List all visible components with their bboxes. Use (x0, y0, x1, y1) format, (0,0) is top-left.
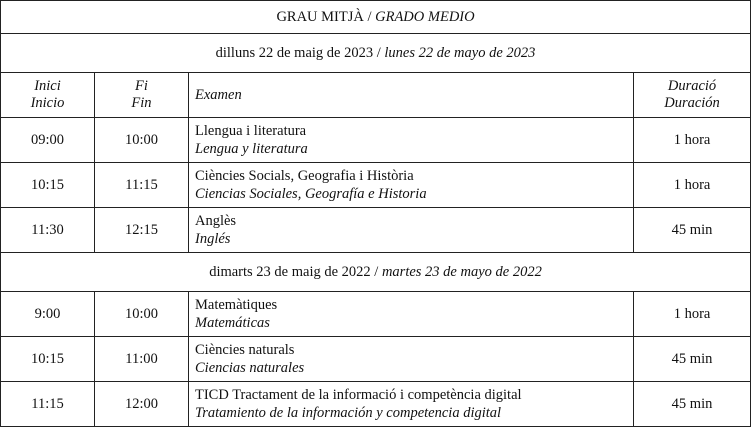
title-catalan: GRAU MITJÀ (276, 8, 364, 25)
duration: 45 min (634, 208, 751, 253)
date-spanish: martes 23 de mayo de 2022 (381, 263, 542, 280)
start-time: 09:00 (1, 118, 95, 163)
header-start-ca: Inici (34, 78, 61, 94)
end-time: 12:15 (95, 208, 189, 253)
start-time: 11:15 (1, 382, 95, 427)
end-time: 11:00 (95, 337, 189, 382)
duration: 1 hora (634, 292, 751, 337)
end-time: 10:00 (95, 292, 189, 337)
exam-name-ca: Ciències Socials, Geografia i Història (195, 168, 414, 184)
exam-name-es: Tratamiento de la información y competencia digital (195, 405, 502, 421)
date-spanish: lunes 22 de mayo de 2023 (384, 44, 536, 61)
end-time: 11:15 (95, 163, 189, 208)
exam-name (189, 382, 634, 427)
start-time: 10:15 (1, 337, 95, 382)
exam-name (189, 208, 634, 253)
table-row (1, 292, 751, 337)
header-end-es: Fin (131, 95, 152, 111)
table-row (1, 118, 751, 163)
end-time: 12:00 (95, 382, 189, 427)
exam-name-es: Inglés (195, 231, 231, 247)
duration: 1 hora (634, 163, 751, 208)
date-catalan: dimarts 23 de maig de 2022 (209, 263, 371, 280)
exam-name-es: Matemáticas (195, 315, 270, 331)
header-start-es: Inicio (30, 95, 65, 111)
table-row (1, 382, 751, 427)
header-end-ca: Fi (135, 78, 148, 94)
header-exam: Examen (189, 73, 634, 118)
exam-name (189, 163, 634, 208)
table-row (1, 163, 751, 208)
exam-name (189, 118, 634, 163)
exam-name-ca: Anglès (195, 213, 237, 229)
duration: 45 min (634, 337, 751, 382)
day-date: dimarts 23 de maig de 2022 / martes 23 de mayo de 2022 (1, 253, 751, 292)
exam-name-es: Lengua y literatura (195, 141, 308, 157)
end-time: 10:00 (95, 118, 189, 163)
table-row (1, 337, 751, 382)
exam-name-es: Ciencias Sociales, Geografía e Historia (195, 186, 427, 202)
header-duration-ca: Duració (667, 78, 717, 94)
title-row (1, 1, 751, 34)
header-start (1, 73, 95, 118)
start-time: 11:30 (1, 208, 95, 253)
table-row (1, 208, 751, 253)
exam-name (189, 337, 634, 382)
exam-name (189, 292, 634, 337)
day-header-row (1, 34, 751, 73)
day-date: dilluns 22 de maig de 2023 / lunes 22 de mayo de 2023 (1, 34, 751, 73)
exam-name-ca: Ciències naturals (195, 342, 295, 358)
exam-name-ca: Matemàtiques (195, 297, 278, 313)
day-header-row (1, 253, 751, 292)
title-separator: / (363, 8, 376, 25)
date-catalan: dilluns 22 de maig de 2023 (215, 44, 374, 61)
duration: 45 min (634, 382, 751, 427)
exam-name-es: Ciencias naturales (195, 360, 305, 376)
table-title (1, 1, 751, 34)
exam-name-ca: TICD Tractament de la informació i competència digital (195, 387, 522, 403)
exam-name-ca: Llengua i literatura (195, 123, 307, 139)
header-end (95, 73, 189, 118)
duration: 1 hora (634, 118, 751, 163)
title-spanish: GRADO MEDIO (375, 8, 475, 25)
start-time: 9:00 (1, 292, 95, 337)
header-duration-es: Duración (664, 95, 720, 111)
header-duration (634, 73, 751, 118)
start-time: 10:15 (1, 163, 95, 208)
column-header-row (1, 73, 751, 118)
